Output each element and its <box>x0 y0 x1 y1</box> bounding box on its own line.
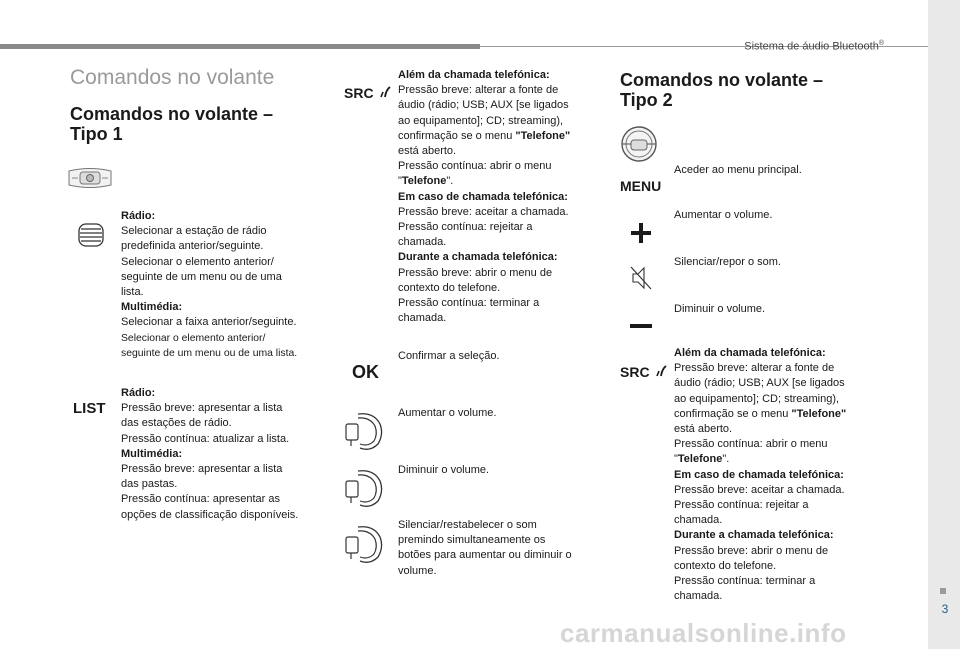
volume-down-stalk-icon <box>344 467 386 509</box>
mute-description-type2: Silenciar/repor o som. <box>674 256 781 268</box>
section-header: Sistema de áudio Bluetooth® <box>744 40 884 53</box>
volume-up-stalk-icon <box>344 410 386 452</box>
list-button-icon: LIST <box>73 400 106 417</box>
steering-control-type1-icon <box>66 165 114 191</box>
mute-description: Silenciar/restabelecer o som premindo simultaneamente os botões para aumentar ou diminuir o volume. <box>398 519 572 577</box>
menu-button-icon: MENU <box>620 178 662 194</box>
src-phone-icon: SRC <box>344 85 392 103</box>
type1-wheel-description: Rádio: Selecionar a estação de rádio predefinida anterior/seguinte. Selecionar o elemento anterior/ seguinte de um menu ou de uma lista. Multimédia: Selecionar a faixa anterior/seguinte. Selecionar o elemento anterior/ seguinte de um menu ou de uma lista. <box>121 210 298 359</box>
plus-description: Aumentar o volume. <box>674 209 773 221</box>
src-phone-icon-type2: SRC <box>620 364 668 382</box>
type1-list-description: Rádio: Pressão breve: apresentar a lista das estações de rádio. Pressão contínua: atualizar a lista. Multimédia: Pressão breve: apresentar a lista das pastas. Pressão contínua: apresentar as opções de classificação disponíveis. <box>121 387 299 521</box>
minus-description: Diminuir o volume. <box>674 303 766 315</box>
page-number: 3 <box>941 602 949 616</box>
watermark: carmanualsonline.info <box>560 618 847 648</box>
type1-src-description: Além da chamada telefónica: Pressão breve: alterar a fonte de áudio (rádio; USB; AUX [se ligados ao equipamento]; CD; streaming), confirmação se o menu "Telefone" está aberto. Pressão contínua: abrir o menu "Telefone". Em caso de chamada telefónica: Pressão breve: aceitar a chamada. Pressão contínua: rejeitar a chamada. Durante a chamada telefónica: Pressão breve: abrir o menu de contexto do telefone. Pressão contínua: terminar a chamada. <box>398 69 571 325</box>
volume-up-description: Aumentar o volume. <box>398 407 497 419</box>
header-rule-thick <box>0 44 480 49</box>
page-title: Comandos no volante <box>70 66 275 89</box>
type2-src-description: Além da chamada telefónica: Pressão breve: alterar a fonte de áudio (rádio; USB; AUX [se ligados ao equipamento]; CD; streaming), confirmação se o menu "Telefone" está aberto. Pressão contínua: abrir o menu "Telefone". Em caso de chamada telefónica: Pressão breve: aceitar a chamada. Pressão contínua: rejeitar a chamada. Durante a chamada telefónica: Pressão breve: abrir o menu de contexto do telefone. Pressão contínua: terminar a chamada. <box>674 347 847 603</box>
volume-down-description: Diminuir o volume. <box>398 464 490 476</box>
minus-icon <box>630 323 652 329</box>
page-side-band <box>928 0 960 649</box>
mute-stalk-icon <box>344 523 386 565</box>
page-marker <box>940 588 946 594</box>
thumbwheel-icon <box>78 223 104 247</box>
steering-wheel-type2-icon <box>619 124 659 164</box>
ok-description: Confirmar a seleção. <box>398 350 500 362</box>
type1-heading: Comandos no volante – Tipo 1 <box>70 104 274 144</box>
mute-speaker-icon <box>629 265 653 291</box>
menu-description: Aceder ao menu principal. <box>674 164 802 176</box>
plus-icon <box>630 222 652 244</box>
type2-heading: Comandos no volante – Tipo 2 <box>620 70 824 110</box>
ok-button-icon: OK <box>352 362 379 382</box>
